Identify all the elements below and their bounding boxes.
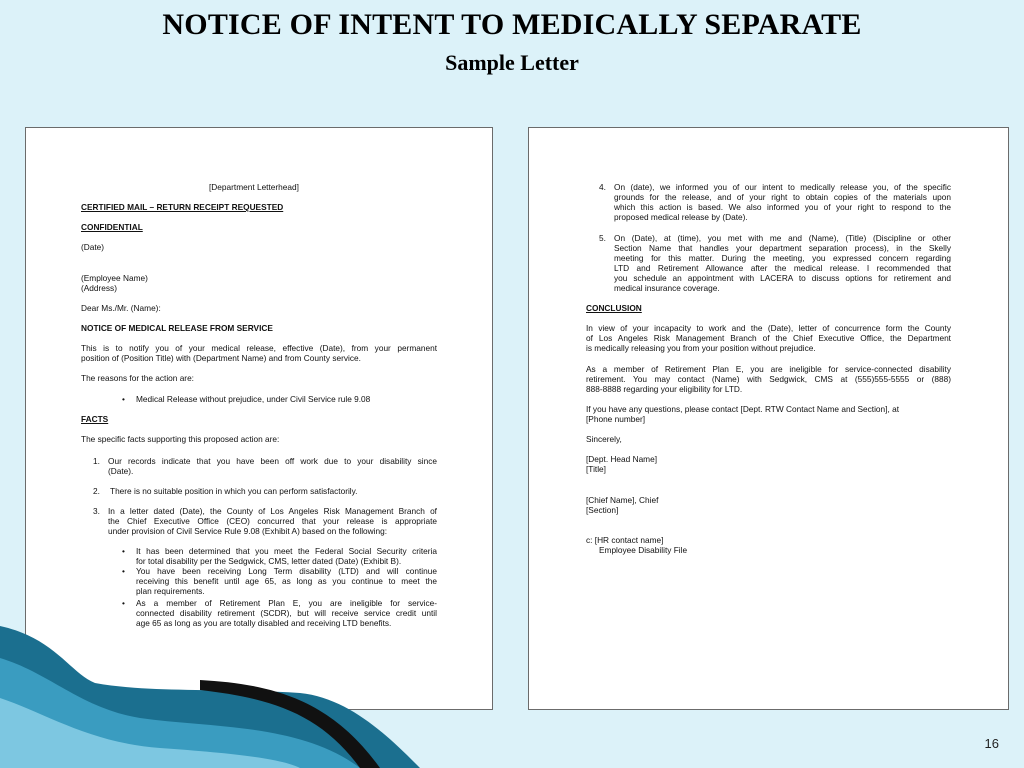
paragraph-line: In view of your incapacity to work and the (Date), letter of concurrence form the County — [586, 323, 951, 333]
conclusion-heading: CONCLUSION — [586, 303, 642, 313]
sub-line: connected disability retirement (SCDR), but will receive service credit until — [136, 608, 437, 618]
chief-name: [Chief Name], Chief — [586, 495, 659, 505]
bullet-icon: • — [122, 566, 125, 576]
retirement-paragraph — [586, 364, 951, 394]
closing: Sincerely, — [586, 434, 622, 444]
slide-title: NOTICE OF INTENT TO MEDICALLY SEPARATE — [162, 8, 862, 41]
paragraph-line: retirement. You may contact (Name) with Sedgwick, CMS at (555)555-5555 or (888) — [586, 374, 951, 384]
fact-line: Our records indicate that you have been off work due to your disability since — [108, 456, 437, 466]
item-line: LTD and Retirement Allowance after the medical release. I recommended that — [614, 263, 951, 273]
cc-line: c: [HR contact name] — [586, 535, 664, 545]
intro-paragraph — [81, 343, 437, 363]
item-4 — [614, 182, 951, 222]
sub-bullet-1 — [136, 546, 437, 566]
sub-line: You have been receiving Long Term disability (LTD) and will continue — [136, 566, 437, 576]
fact-line: (Date). — [108, 466, 134, 476]
item-line: Section Name that handles your department separation process), in the Skelly — [614, 243, 951, 253]
fact-item-1 — [108, 456, 437, 476]
item-line: On (date), we informed you of our intent to medically release you, of the specific — [614, 182, 951, 192]
dept-head-title: [Title] — [586, 464, 606, 474]
paragraph-line: [Phone number] — [586, 414, 646, 424]
conclusion-paragraph — [586, 323, 951, 353]
chief-section: [Section] — [586, 505, 619, 515]
slide-subtitle: Sample Letter — [445, 50, 579, 75]
certified-mail-heading: CERTIFIED MAIL – RETURN RECEIPT REQUESTED — [81, 202, 284, 212]
list-number: 3. — [93, 506, 100, 516]
corner-swoosh-decoration — [0, 598, 420, 768]
fact-line: In a letter dated (Date), the County of Los Angeles Risk Management Branch of — [108, 506, 437, 516]
employee-name-field: (Employee Name) — [81, 273, 148, 283]
item-line: you schedule an appointment with LACERA to discuss options for retirement and — [614, 273, 951, 283]
list-number: 2. — [93, 486, 100, 496]
bullet-icon: • — [122, 394, 125, 404]
paragraph-line: 888-8888 regarding your eligibility for LTD. — [586, 384, 743, 394]
reasons-text: The reasons for the action are: — [81, 373, 194, 383]
sub-line: plan requirements. — [136, 586, 205, 596]
fact-line: the Chief Executive Office (CEO) concurred that your release is appropriate — [108, 516, 437, 526]
list-number: 4. — [599, 182, 606, 192]
dept-head-name: [Dept. Head Name] — [586, 454, 658, 464]
sub-line: receiving this benefit until age 65, as long as you continue to meet the — [136, 576, 437, 586]
address-field: (Address) — [81, 283, 117, 293]
item-line: On (Date), at (time), you met with me and (Name), (Title) (Discipline or other — [614, 233, 951, 243]
letterhead: [Department Letterhead] — [209, 182, 299, 192]
slide-page-number: 16 — [984, 736, 999, 751]
confidential-heading: CONFIDENTIAL — [81, 222, 143, 232]
bullet-icon: • — [122, 546, 125, 556]
notice-heading: NOTICE OF MEDICAL RELEASE FROM SERVICE — [81, 323, 273, 333]
reason-bullet: Medical Release without prejudice, under Civil Service rule 9.08 — [136, 394, 371, 404]
paragraph-line: is medically releasing you from your position without prejudice. — [586, 343, 816, 353]
sub-line: It has been determined that you meet the Federal Social Security criteria — [136, 546, 437, 556]
item-line: grounds for the release, and of your right to obtain copies of the materials upon — [614, 192, 951, 202]
item-line: meeting for this matter. During the meeting, you expressed concern regarding — [614, 253, 951, 263]
intro-line: position of (Position Title) with (Department Name) and from County service. — [81, 353, 361, 363]
item-line: medical insurance coverage. — [614, 283, 720, 293]
list-number: 5. — [599, 233, 606, 243]
questions-paragraph — [586, 404, 899, 424]
item-line: which this action is based. We also informed you of your right to respond to the — [614, 202, 951, 212]
item-line: proposed medical release by (Date). — [614, 212, 748, 222]
sub-line: for total disability per the Sedgwick, CMS, letter dated (Date) (Exhibit B). — [136, 556, 402, 566]
bullet-icon: • — [122, 598, 125, 608]
paragraph-line: If you have any questions, please contact [Dept. RTW Contact Name and Section], at — [586, 404, 899, 414]
facts-heading: FACTS — [81, 414, 109, 424]
list-number: 1. — [93, 456, 100, 466]
fact-item-2: There is no suitable position in which you can perform satisfactorily. — [110, 486, 358, 496]
intro-line: This is to notify you of your medical release, effective (Date), from your permanent — [81, 343, 437, 353]
salutation: Dear Ms./Mr. (Name): — [81, 303, 161, 313]
fact-line: under provision of Civil Service Rule 9.08 (Exhibit A) based on the following: — [108, 526, 388, 536]
fact-item-3 — [108, 506, 437, 536]
letter-page-right — [528, 127, 1009, 710]
date-field: (Date) — [81, 242, 105, 252]
facts-intro: The specific facts supporting this proposed action are: — [81, 434, 280, 444]
paragraph-line: of Los Angeles Risk Management Branch of the Chief Executive Office, the Department — [586, 333, 951, 343]
sub-bullet-2 — [136, 566, 437, 596]
sub-line: age 65 as long as you are totally disabled and receiving LTD benefits. — [136, 618, 392, 628]
item-5 — [614, 233, 951, 293]
sub-line: As a member of Retirement Plan E, you are ineligible for service- — [136, 598, 437, 608]
paragraph-line: As a member of Retirement Plan E, you are ineligible for service-connected disability — [586, 364, 951, 374]
cc-line: Employee Disability File — [599, 545, 688, 555]
